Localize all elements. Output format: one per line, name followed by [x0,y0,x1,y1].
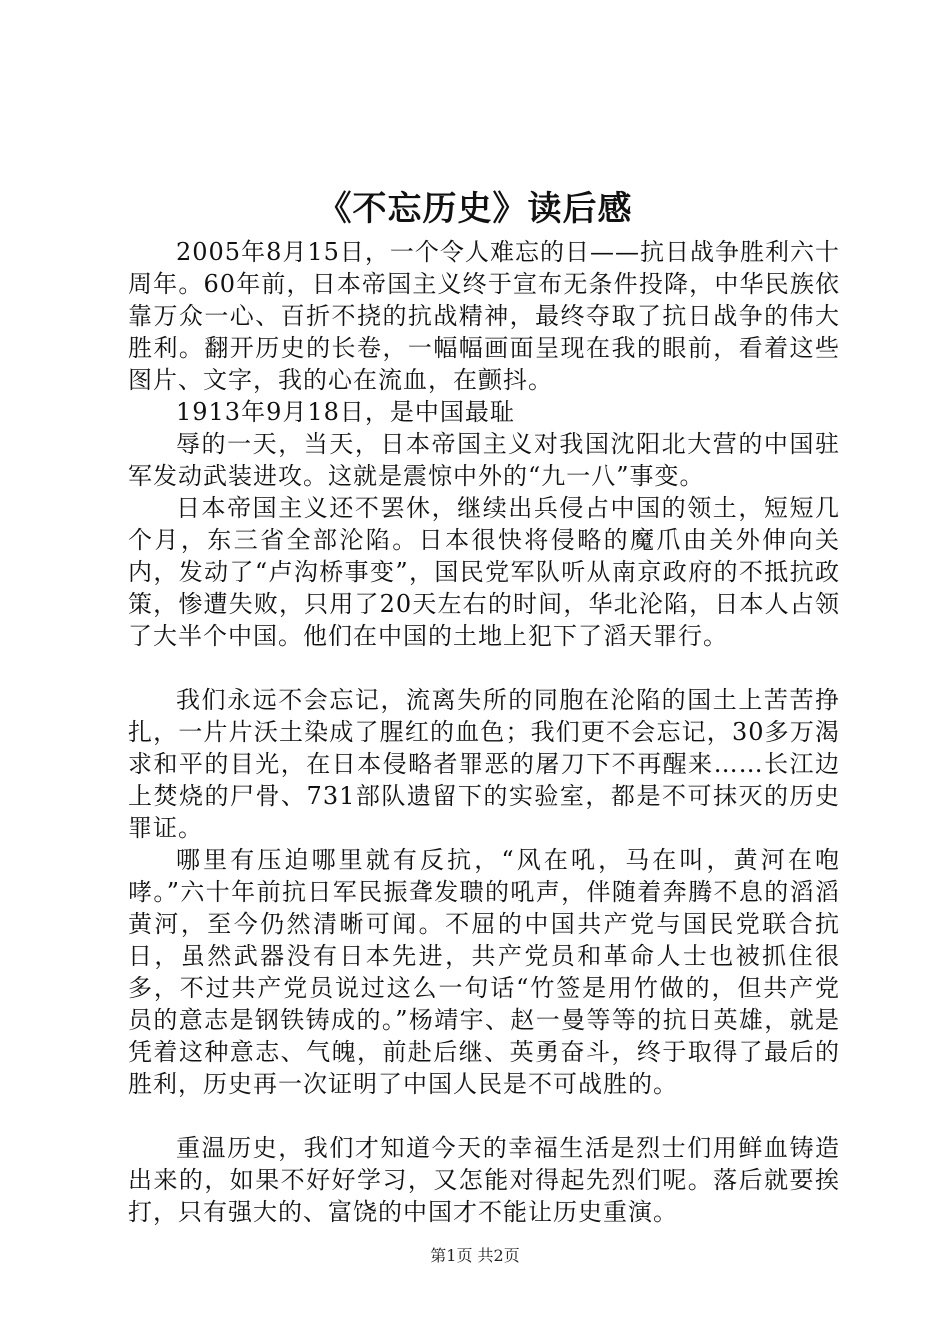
page-indicator: 第1页 共2页 [430,1246,520,1265]
paragraph-spacer [128,1100,840,1132]
document-title: 《不忘历史》读后感 [317,189,633,229]
paragraph-918-incident: 辱的一天，当天，日本帝国主义对我国沈阳北大营的中国驻军发动武装进攻。这就是震惊中外的“九一八”事变。 [128,430,840,490]
paragraph-date-fragment: 1913年9月18日，是中国最耻 [176,398,515,426]
paragraph-occupation: 日本帝国主义还不罢休，继续出兵侵占中国的领土，短短几个月，东三省全部沦陷。日本很快将侵略的魔爪由关外伸向关内，发动了“卢沟桥事变”，国民党军队听从南京政府的不抵抗政策，惨遭失败，只用了20天左右的时间，华北沦陷，日本人占领了大半个中国。他们在中国的土地上犯下了滔天罪行。 [128,494,840,650]
document-body [128,236,840,1228]
paragraph-never-forget: 我们永远不会忘记，流离失所的同胞在沦陷的国土上苦苦挣扎，一片片沃土染成了腥红的血色；我们更不会忘记，30多万渴求和平的目光，在日本侵略者罪恶的屠刀下不再醒来……长江边上焚烧的尸骨、731部队遗留下的实验室，都是不可抹灭的历史罪证。 [128,686,840,842]
paragraph-spacer [128,652,840,684]
paragraph-anniversary: 2005年8月15日，一个令人难忘的日——抗日战争胜利六十周年。60年前，日本帝国主义终于宣布无条件投降，中华民族依靠万众一心、百折不挠的抗战精神，最终夺取了抗日战争的伟大胜利。翻开历史的长卷，一幅幅画面呈现在我的眼前，看着这些图片、文字，我的心在流血，在颤抖。 [128,238,840,394]
paragraph-conclusion: 重温历史，我们才知道今天的幸福生活是烈士们用鲜血铸造出来的，如果不好好学习，又怎能对得起先烈们呢。落后就要挨打，只有强大的、富饶的中国才不能让历史重演。 [128,1134,840,1226]
paragraph-resistance: 哪里有压迫哪里就有反抗，“风在吼，马在叫，黄河在咆哮。”六十年前抗日军民振聋发聩的吼声，伴随着奔腾不息的滔滔黄河，至今仍然清晰可闻。不屈的中国共产党与国民党联合抗日，虽然武器没有日本先进，共产党员和革命人士也被抓住很多，不过共产党员说过这么一句话“竹签是用竹做的，但共产党员的意志是钢铁铸成的。”杨靖宇、赵一曼等等的抗日英雄，就是凭着这种意志、气魄，前赴后继、英勇奋斗，终于取得了最后的胜利，历史再一次证明了中国人民是不可战胜的。 [128,846,840,1098]
